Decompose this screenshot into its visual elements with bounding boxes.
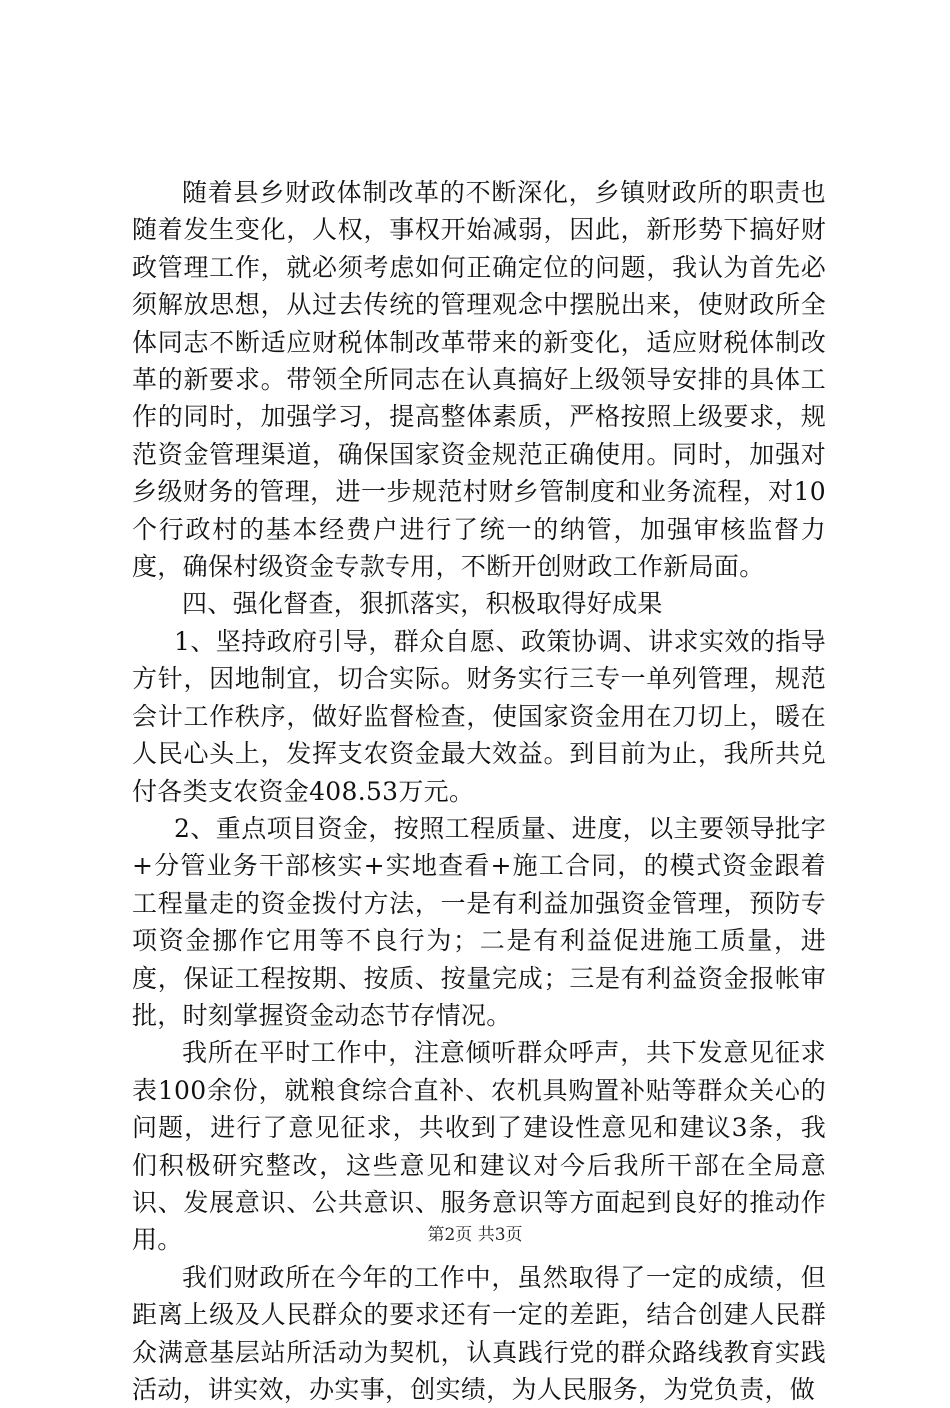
paragraph-summary: 我们财政所在今年的工作中，虽然取得了一定的成绩，但距离上级及人民群众的要求还有一定的差距，结合创建人民群众满意基层站所活动为契机，认真践行党的群众路线教育实践活动，讲实效，办实事，创实绩，为人民服务，为党负责，做 <box>132 1262 826 1404</box>
page-number-footer: 第2页 共3页 <box>427 1225 523 1245</box>
section-heading-four: 四、强化督查，狠抓落实，积极取得好成果 <box>182 589 663 619</box>
document-body <box>132 174 826 1408</box>
paragraph-item-1: 1、坚持政府引导，群众自愿、政策协调、讲求实效的指导方针，因地制宜，切合实际。财务实行三专一单列管理，规范会计工作秩序，做好监督检查，使国家资金用在刀切上，暖在人民心头上，发挥支农资金最大效益。到目前为止，我所共兑付各类支农资金408.53万元。 <box>132 626 826 806</box>
paragraph-reform-positioning: 随着县乡财政体制改革的不断深化，乡镇财政所的职责也随着发生变化，人权，事权开始减弱，因此，新形势下搞好财政管理工作，就必须考虑如何正确定位的问题，我认为首先必须解放思想，从过去传统的管理观念中摆脱出来，使财政所全体同志不断适应财税体制改革带来的新变化，适应财税体制改革的新要求。带领全所同志在认真搞好上级领导安排的具体工作的同时，加强学习，提高整体素质，严格按照上级要求，规范资金管理渠道，确保国家资金规范正确使用。同时，加强对乡级财务的管理，进一步规范村财乡管制度和业务流程，对10个行政村的基本经费户进行了统一的纳管，加强审核监督力度，确保村级资金专款专用，不断开创财政工作新局面。 <box>132 178 826 582</box>
paragraph-public-opinion: 我所在平时工作中，注意倾听群众呼声，共下发意见征求表100余份，就粮食综合直补、农机具购置补贴等群众关心的问题，进行了意见征求，共收到了建设性意见和建议3条，我们积极研究整改，这些意见和建议对今后我所干部在全局意识、发展意识、公共意识、服务意识等方面起到良好的推动作用。 <box>132 1038 826 1255</box>
paragraph-item-2: 2、重点项目资金，按照工程质量、进度，以主要领导批字+分管业务干部核实+实地查看+施工合同，的模式资金跟着工程量走的资金拨付方法，一是有利益加强资金管理，预防专项资金挪作它用等不良行为；二是有利益促进施工质量，进度，保证工程按期、按质、按量完成；三是有利益资金报帐审批，时刻掌握资金动态节存情况。 <box>132 813 826 1030</box>
